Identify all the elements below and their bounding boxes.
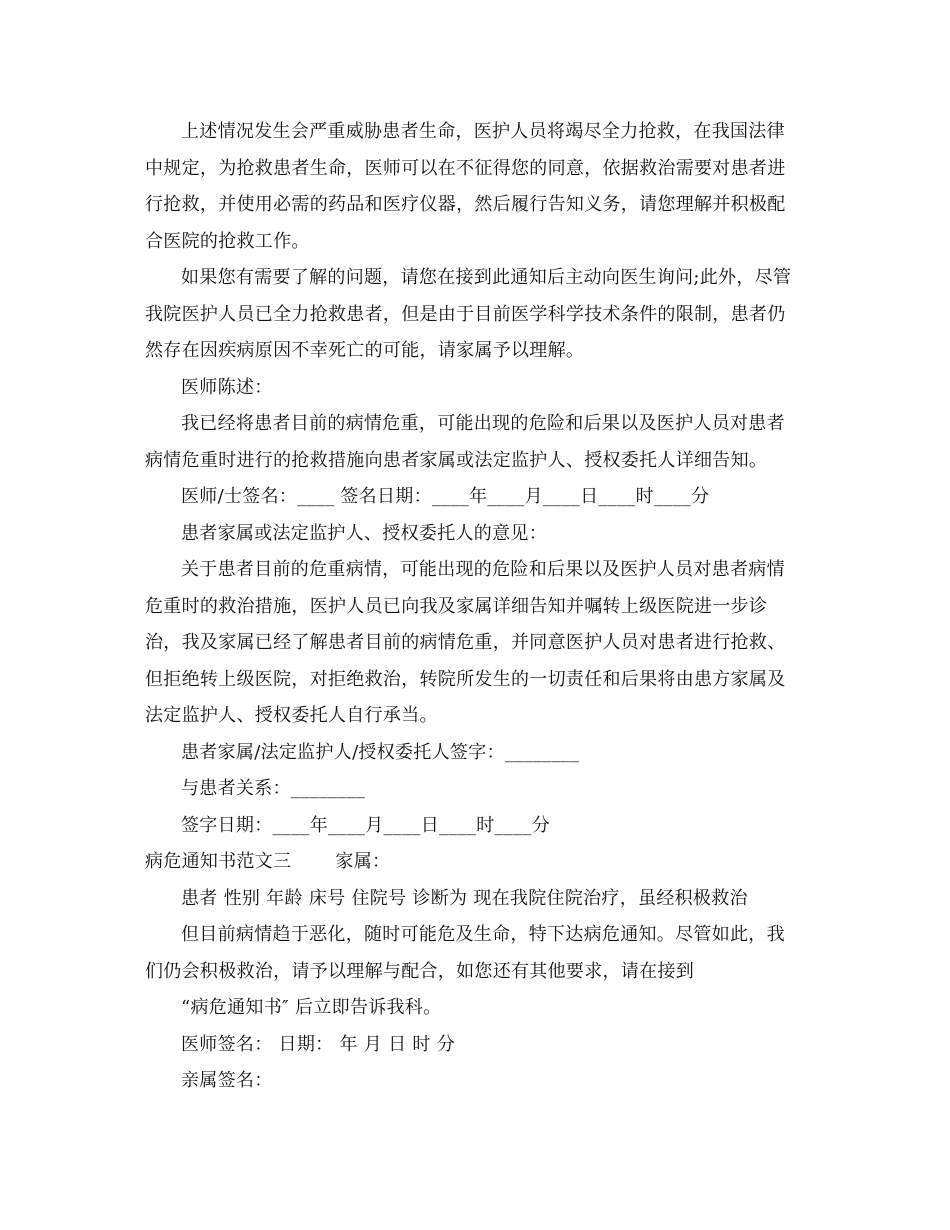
relationship-line: 与患者关系：________ bbox=[181, 778, 366, 799]
family-salutation: 家属： bbox=[335, 851, 391, 872]
family-opinion-heading: 患者家属或法定监护人、授权委托人的意见： bbox=[181, 522, 547, 544]
sample-three-heading bbox=[145, 844, 801, 881]
paragraph-family-opinion: 关于患者目前的危重病情，可能出现的危险和后果以及医护人员对患者病情危重时的救治措施，医护人员已向我及家属详细告知并嘱转上级医院进一步诊治，我及家属已经了解患者目前的病情危重，并同意医护人员对患者进行抢救、但拒绝转上级医院，对拒绝救治，转院所发生的一切责任和后果将由患方家属及法定监护人、授权委托人自行承当。 bbox=[145, 559, 786, 726]
relative-signature-line: 亲属签名： bbox=[181, 1070, 273, 1091]
doctor-sign-date-line: 医师签名： 日期： 年 月 日 时 分 bbox=[181, 1033, 456, 1055]
paragraph-doctor-statement: 我已经将患者目前的病情危重，可能出现的危险和后果以及医护人员对患者病情危重时进行的抢救措施向患者家属或法定监护人、授权委托人详细告知。 bbox=[145, 413, 785, 471]
paragraph-critical-notice: 但目前病情趋于恶化，随时可能危及生命，特下达病危通知。尽管如此，我们仍会积极救治，请予以理解与配合，如您还有其他要求，请在接到 bbox=[145, 924, 785, 982]
doctor-statement-heading: 医师陈述： bbox=[181, 376, 273, 398]
signature-date-line: 签字日期：____年____月____日____时____分 bbox=[181, 814, 550, 836]
paragraph-emergency-rescue: 上述情况发生会严重威胁患者生命，医护人员将竭尽全力抢救，在我国法律中规定，为抢救患者生命，医师可以在不征得您的同意，依据救治需要对患者进行抢救，并使用必需的药品和医疗仪器，然后履行告知义务，请您理解并积极配合医院的抢救工作。 bbox=[145, 121, 786, 252]
family-signature-line: 患者家属/法定监护人/授权委托人签字：________ bbox=[181, 741, 580, 763]
paragraph-questions-notice: 如果您有需要了解的问题，请您在接到此通知后主动向医生询问;此外，尽管我院医护人员已全力抢救患者，但是由于目前医学科学技术条件的限制，患者仍然存在因疾病原因不幸死亡的可能，请家属予以理解。 bbox=[145, 267, 792, 361]
document-body bbox=[145, 114, 801, 1100]
notice-reply-line: “病危通知书″ 后立即告诉我科。 bbox=[181, 997, 442, 1018]
patient-info-line: 患者 性别 年龄 床号 住院号 诊断为 现在我院住院治疗，虽经积极救治 bbox=[181, 887, 748, 909]
sample-three-title: 病危通知书范文三 bbox=[145, 851, 292, 872]
doctor-signature-line: 医师/士签名：____ 签名日期：____年____月____日____时____分 bbox=[181, 486, 710, 507]
